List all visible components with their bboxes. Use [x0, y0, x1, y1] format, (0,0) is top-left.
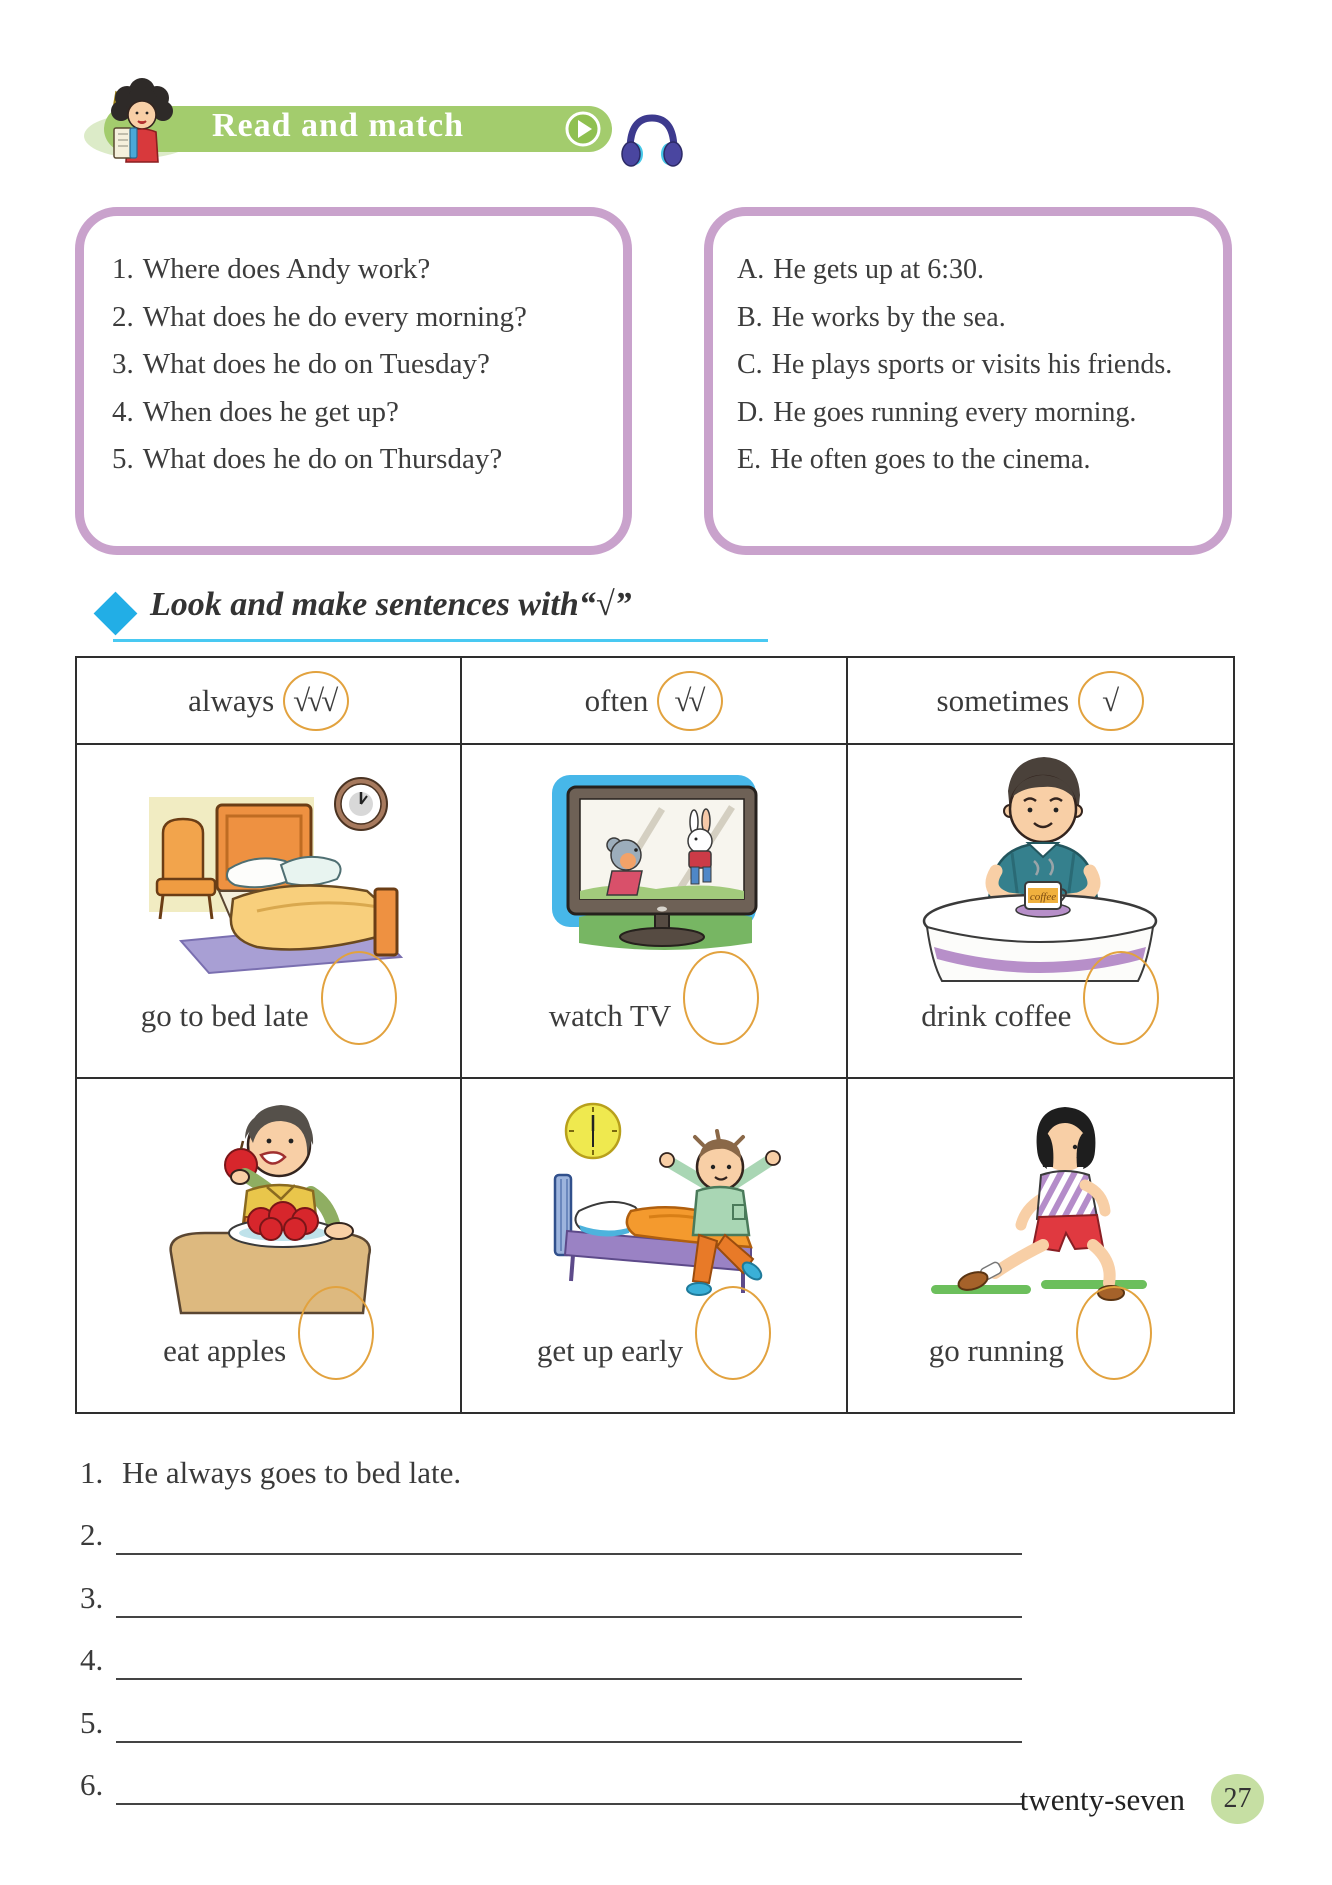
page-number-badge: 27 [1211, 1774, 1264, 1824]
activity-cell-go-to-bed-late [77, 745, 462, 1079]
answer-oval[interactable] [683, 951, 759, 1045]
frequency-header-often [462, 658, 847, 745]
question-number: 5. [112, 443, 134, 475]
question-item [112, 294, 623, 342]
answer-item [737, 389, 1223, 437]
boy-eating-apple-illustration [141, 1083, 397, 1324]
activity-cell-go-running [848, 1079, 1233, 1413]
question-text: What does he do on Thursday? [142, 443, 503, 475]
diamond-bullet-icon [94, 592, 138, 636]
tick-marks: √√ [674, 682, 703, 718]
bed-and-clock-illustration [129, 749, 409, 986]
question-item [112, 341, 623, 389]
tick-oval[interactable] [1078, 671, 1144, 731]
answers-box [704, 207, 1232, 555]
sentence-number: 4. [80, 1642, 104, 1677]
sentence-blank-line[interactable] [116, 1616, 1022, 1618]
section-title [150, 586, 631, 624]
answer-item [737, 436, 1223, 484]
answer-item [737, 246, 1223, 294]
frequency-header-sometimes [848, 658, 1233, 745]
tv-cartoon-illustration [524, 749, 784, 984]
answer-oval[interactable] [695, 1286, 771, 1380]
sentence-line-3 [80, 1563, 1232, 1626]
answer-item [737, 294, 1223, 342]
sentence-line-5 [80, 1688, 1232, 1751]
activity-title: Read and match [212, 107, 465, 144]
tick-oval[interactable] [657, 671, 723, 731]
tick-marks: √ [1102, 682, 1117, 718]
sentence-blank-line[interactable] [116, 1741, 1022, 1743]
activity-label: go running [928, 1333, 1064, 1368]
frequency-label: sometimes [936, 682, 1070, 718]
answer-text: He gets up at 6:30. [773, 254, 984, 285]
question-item [112, 436, 623, 484]
questions-box [75, 207, 632, 555]
section-title-mark: “√” [578, 586, 632, 623]
activity-label: drink coffee [921, 997, 1072, 1033]
activity-label: watch TV [548, 997, 672, 1033]
answer-letter: C. [737, 349, 763, 380]
answer-item [737, 341, 1223, 389]
sentence-number: 1. [80, 1454, 104, 1490]
answer-text: He plays sports or visits his friends. [771, 349, 1173, 380]
tick-oval[interactable] [283, 671, 349, 731]
answer-text: He works by the sea. [771, 301, 1006, 333]
sentence-lines [80, 1438, 1232, 1813]
sentence-blank-line[interactable] [116, 1678, 1022, 1680]
answer-text: He often goes to the cinema. [770, 444, 1091, 475]
activity-cell-eat-apples [77, 1079, 462, 1413]
play-icon[interactable] [564, 110, 602, 148]
question-number: 2. [112, 300, 134, 333]
activity-cell-watch-tv [462, 745, 847, 1079]
sentence-blank-line[interactable] [116, 1803, 1022, 1805]
tick-marks: √√√ [293, 682, 336, 718]
question-item [112, 389, 623, 437]
answer-letter: E. [737, 444, 762, 475]
answer-oval[interactable] [298, 1286, 374, 1380]
answer-oval[interactable] [321, 951, 397, 1045]
page-number-word: twenty-seven [1019, 1782, 1185, 1817]
headphones-icon[interactable] [620, 110, 684, 170]
sentence-number: 2. [80, 1517, 104, 1552]
sentence-blank-line[interactable] [116, 1553, 1022, 1555]
answer-letter: A. [737, 254, 765, 285]
section-underline [113, 639, 768, 642]
frequency-label: often [584, 682, 649, 718]
question-number: 4. [112, 395, 134, 428]
sentence-line-4 [80, 1626, 1232, 1689]
question-text: When does he get up? [142, 395, 399, 428]
answer-text: He goes running every morning. [773, 396, 1137, 428]
activity-cell-drink-coffee [848, 745, 1233, 1079]
coffee-cup-label: coffee [1030, 891, 1057, 903]
frequency-label: always [188, 682, 275, 718]
sentence-number: 6. [80, 1767, 104, 1802]
answer-oval[interactable] [1076, 1286, 1152, 1380]
question-number: 1. [112, 253, 134, 285]
sentence-line-2 [80, 1501, 1232, 1564]
activity-cell-get-up-early [462, 1079, 847, 1413]
answer-letter: B. [737, 301, 763, 333]
girl-reading-icon [96, 76, 188, 166]
question-text: Where does Andy work? [142, 253, 431, 285]
sentence-number: 3. [80, 1579, 104, 1615]
question-text: What does he do on Tuesday? [142, 348, 490, 380]
boy-getting-up-illustration [519, 1083, 789, 1322]
question-item [112, 246, 623, 294]
activity-label: eat apples [163, 1333, 287, 1368]
girl-running-illustration [915, 1083, 1165, 1324]
frequency-table [75, 656, 1235, 1414]
sentence-number: 5. [80, 1704, 104, 1740]
question-number: 3. [112, 348, 134, 380]
answer-letter: D. [737, 396, 765, 428]
activity-label: go to bed late [140, 997, 309, 1033]
frequency-header-always [77, 658, 462, 745]
activity-label: get up early [536, 1333, 684, 1368]
answer-oval[interactable] [1083, 951, 1159, 1045]
question-text: What does he do every morning? [142, 300, 527, 333]
section-title-text: Look and make sentences with [150, 586, 579, 623]
sentence-line-1 [80, 1438, 1232, 1501]
sentence-text: He always goes to bed late. [122, 1454, 462, 1490]
